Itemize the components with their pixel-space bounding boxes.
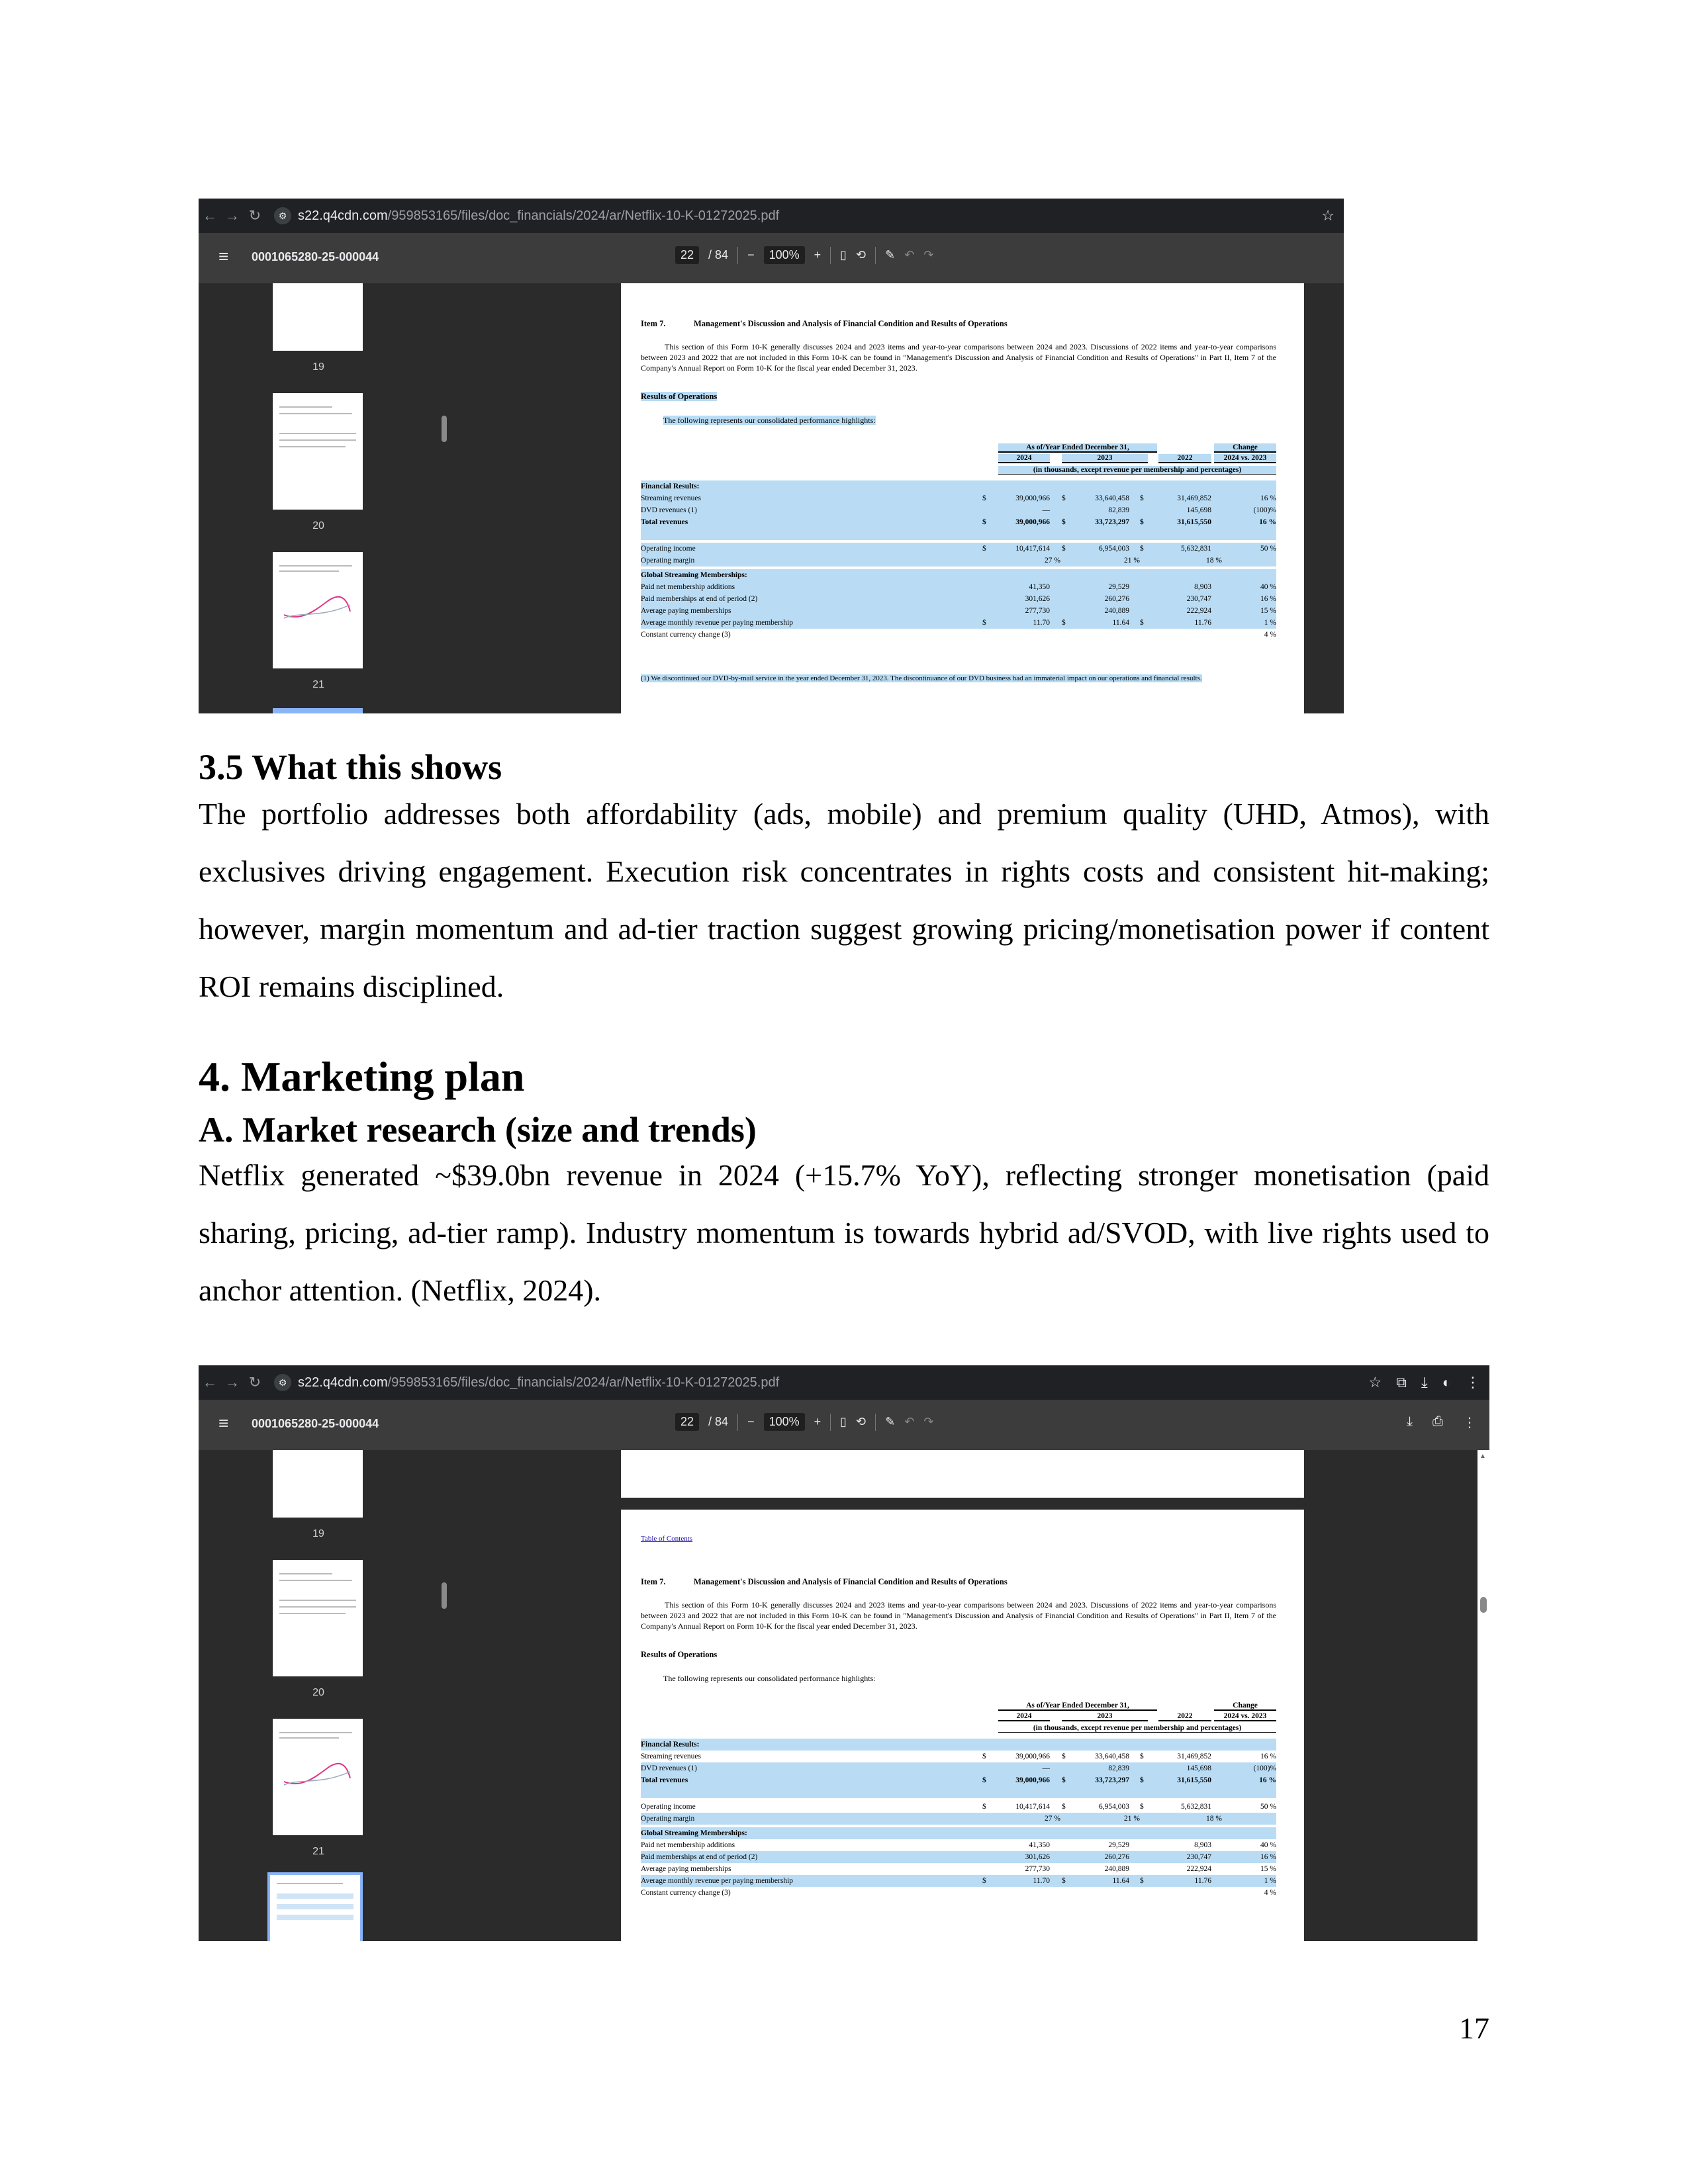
thumbnail-chart-icon xyxy=(281,1752,353,1792)
url-field[interactable] xyxy=(274,1374,779,1391)
thumbnail-label: 20 xyxy=(312,1687,324,1698)
thumbnail-sidebar xyxy=(199,1450,438,1941)
table-row: Global Streaming Memberships: xyxy=(641,569,1276,581)
intro-paragraph: This section of this Form 10-K generally discusses 2024 and 2023 items and year-to-year comparisons between 2024 and 2023. Discussions of 2022 items and year-to-year comparisons between 2023 and 2022 that are not included in this Form 10-K can be found in "Management's Discussion and Analysis of Financial Condition and Results of Operations" in Part II, Item 7 of the Company's Annual Report on Form 10-K for the fiscal year ended December 31, 2023. xyxy=(641,1600,1276,1631)
year-header: 2022 xyxy=(1158,1712,1211,1721)
site-info-icon[interactable]: ⚙ xyxy=(274,207,291,224)
section-heading: 3.5 What this shows xyxy=(199,747,502,787)
table-row: Financial Results: xyxy=(641,480,1276,492)
page-thumbnail-selected[interactable] xyxy=(267,1872,363,1941)
redo-icon[interactable]: ↷ xyxy=(923,1415,934,1428)
back-icon[interactable]: ← xyxy=(203,1374,217,1390)
site-info-icon[interactable]: ⚙ xyxy=(274,1374,291,1391)
browser-address-bar xyxy=(199,1365,1489,1400)
table-row: Operating income $ 10,417,614 $ 6,954,003 $ 5,632,831 50 % xyxy=(641,1803,1276,1811)
item-title: Item 7. Management's Discussion and Analysis of Financial Condition and Results of Operations xyxy=(641,1577,1008,1586)
table-row: Operating margin 27 % 21 % 18 % xyxy=(641,1813,1276,1825)
table-row xyxy=(641,1786,1276,1798)
table-row: Paid memberships at end of period (2) 301,626 260,276 230,747 16 % xyxy=(641,1851,1276,1863)
pdf-page xyxy=(621,283,1304,713)
reload-icon[interactable]: ↻ xyxy=(248,207,261,224)
thumbnail-chart-icon xyxy=(281,585,353,625)
bookmark-star-icon[interactable]: ☆ xyxy=(1321,207,1335,224)
page-thumbnail[interactable] xyxy=(273,1719,363,1835)
page-total: / 84 xyxy=(708,1415,729,1428)
sidebar-scrollbar[interactable] xyxy=(438,1450,450,1941)
scroll-thumb[interactable] xyxy=(442,416,447,442)
pdf-page-area xyxy=(450,1450,1477,1941)
divider xyxy=(830,247,831,264)
scroll-thumb[interactable] xyxy=(1480,1597,1487,1613)
results-intro: The following represents our consolidated performance highlights: xyxy=(663,1674,876,1683)
year-header: 2023 xyxy=(1062,1712,1148,1721)
page-thumbnail[interactable] xyxy=(273,1450,363,1518)
page-thumbnail[interactable] xyxy=(273,552,363,668)
results-heading: Results of Operations xyxy=(641,392,718,401)
pdf-page-area xyxy=(450,283,1344,713)
table-row: Financial Results: xyxy=(641,1739,1276,1751)
pdf-viewer-screenshot-2 xyxy=(199,1365,1489,1941)
divider xyxy=(737,247,738,264)
scroll-up-icon[interactable]: ▲ xyxy=(1479,1453,1486,1460)
url-path: /959853165/files/doc_financials/2024/ar/Netflix-10-K-01272025.pdf xyxy=(387,1375,780,1390)
zoom-input[interactable]: 100% xyxy=(764,246,805,264)
year-header: 2022 xyxy=(1158,454,1211,463)
results-heading: Results of Operations xyxy=(641,1650,718,1659)
page-number: 17 xyxy=(1459,2011,1489,2045)
zoom-out-icon[interactable]: − xyxy=(747,248,755,261)
draw-icon[interactable]: ✎ xyxy=(885,248,896,261)
table-row: Constant currency change (3) 4 % xyxy=(641,631,1276,639)
thumbnail-label: 20 xyxy=(312,520,324,531)
table-row: Paid net membership additions 41,350 29,529 8,903 40 % xyxy=(641,581,1276,593)
subsection-heading: A. Market research (size and trends) xyxy=(199,1110,757,1150)
bookmark-star-icon[interactable]: ☆ xyxy=(1368,1374,1382,1390)
table-row: Constant currency change (3) 4 % xyxy=(641,1889,1276,1897)
results-intro: The following represents our consolidated performance highlights: xyxy=(663,416,876,425)
divider xyxy=(737,1414,738,1431)
forward-icon[interactable]: → xyxy=(225,207,240,224)
page-scrollbar[interactable] xyxy=(1477,1450,1489,1941)
table-row: Average paying memberships 277,730 240,889 222,924 15 % xyxy=(641,1865,1276,1873)
units-note: (in thousands, except revenue per membership and percentages) xyxy=(998,466,1276,475)
table-row: Average monthly revenue per paying membership $ 11.70 $ 11.64 $ 11.76 1 % xyxy=(641,617,1276,629)
table-row: Paid net membership additions 41,350 29,529 8,903 40 % xyxy=(641,1841,1276,1849)
year-header: 2023 xyxy=(1062,454,1148,463)
change-header: 2024 vs. 2023 xyxy=(1214,1712,1276,1721)
thumbnail-label: 21 xyxy=(312,1846,324,1857)
year-header: 2024 xyxy=(998,454,1050,463)
page-thumbnail[interactable] xyxy=(273,283,363,351)
print-icon[interactable]: ⎙ xyxy=(1432,1414,1443,1429)
profile-avatar-icon[interactable]: ◐ xyxy=(1442,1374,1451,1390)
table-row xyxy=(641,528,1276,540)
divider xyxy=(830,1414,831,1431)
change-header: 2024 vs. 2023 xyxy=(1214,454,1276,463)
pdf-toolbar xyxy=(199,233,1344,283)
extensions-icon[interactable]: ⧉ xyxy=(1396,1374,1407,1390)
pdf-page-previous xyxy=(621,1450,1304,1498)
divider xyxy=(875,247,876,264)
zoom-in-icon[interactable]: + xyxy=(814,248,821,261)
reload-icon[interactable]: ↻ xyxy=(248,1374,261,1390)
table-header: Change xyxy=(1214,443,1276,453)
url-field[interactable] xyxy=(274,207,779,224)
table-row: Total revenues $ 39,000,966 $ 33,723,297 $ 31,615,550 16 % xyxy=(641,516,1276,528)
thumbnail-label: 19 xyxy=(312,361,324,373)
undo-icon[interactable]: ↶ xyxy=(904,248,915,261)
item-title: Item 7. Management's Discussion and Analysis of Financial Condition and Results of Operations xyxy=(641,319,1008,328)
menu-icon[interactable]: ≡ xyxy=(218,1413,229,1433)
url-host: s22.q4cdn.com xyxy=(298,208,388,223)
redo-icon[interactable]: ↷ xyxy=(923,248,934,261)
table-row: DVD revenues (1) — 82,839 145,698 (100)% xyxy=(641,504,1276,516)
more-options-icon[interactable]: ⋮ xyxy=(1463,1416,1476,1430)
page-thumbnail[interactable] xyxy=(273,393,363,510)
page-number-input[interactable]: 22 xyxy=(675,1413,699,1431)
year-header: 2024 xyxy=(998,1712,1050,1721)
table-row: Operating margin 27 % 21 % 18 % xyxy=(641,555,1276,567)
pdf-viewer-screenshot-1 xyxy=(199,199,1344,713)
table-row: Operating income $ 10,417,614 $ 6,954,003 $ 5,632,831 50 % xyxy=(641,543,1276,555)
zoom-input[interactable]: 100% xyxy=(764,1413,805,1431)
sidebar-scrollbar[interactable] xyxy=(438,283,450,713)
thumbnail-label: 21 xyxy=(312,679,324,690)
download-icon[interactable]: ⤓ xyxy=(1407,1414,1413,1429)
undo-icon[interactable]: ↶ xyxy=(904,1415,915,1428)
page-number-input[interactable]: 22 xyxy=(675,246,699,264)
thumbnail-sidebar xyxy=(199,283,438,713)
back-icon[interactable]: ← xyxy=(203,207,217,224)
table-row: Total revenues $ 39,000,966 $ 33,723,297 $ 31,615,550 16 % xyxy=(641,1774,1276,1786)
document-name: 0001065280-25-000044 xyxy=(252,1417,379,1430)
divider xyxy=(875,1414,876,1431)
table-row: Average monthly revenue per paying membership $ 11.70 $ 11.64 $ 11.76 1 % xyxy=(641,1875,1276,1887)
table-row: Streaming revenues $ 39,000,966 $ 33,640,458 $ 31,469,852 16 % xyxy=(641,492,1276,504)
section-heading: 4. Marketing plan xyxy=(199,1053,525,1100)
zoom-out-icon[interactable]: − xyxy=(747,1415,755,1428)
zoom-in-icon[interactable]: + xyxy=(814,1415,821,1428)
page-thumbnail[interactable] xyxy=(273,1560,363,1676)
rotate-icon[interactable]: ⟲ xyxy=(856,1415,867,1428)
menu-icon[interactable]: ≡ xyxy=(218,246,229,266)
table-row: DVD revenues (1) — 82,839 145,698 (100)% xyxy=(641,1762,1276,1774)
table-row: Global Streaming Memberships: xyxy=(641,1827,1276,1839)
table-of-contents-link[interactable]: Table of Contents xyxy=(641,1535,693,1543)
document-name: 0001065280-25-000044 xyxy=(252,250,379,263)
browser-address-bar xyxy=(199,199,1344,233)
pdf-page xyxy=(621,1510,1304,1941)
url-host: s22.q4cdn.com xyxy=(298,1375,388,1390)
section-body: Netflix generated ~$39.0bn revenue in 2024 (+15.7% YoY), reflecting stronger monetisation (paid sharing, pricing, ad-tier ramp). Industry momentum is towards hybrid ad/SVOD, with live rights used to anchor attention. (Netflix, 2024). xyxy=(199,1158,1489,1307)
thumbnail-label: 19 xyxy=(312,1528,324,1539)
url-path: /959853165/files/doc_financials/2024/ar/Netflix-10-K-01272025.pdf xyxy=(387,208,780,223)
table-header: As of/Year Ended December 31, xyxy=(998,1702,1157,1711)
table-row: Average paying memberships 277,730 240,889 222,924 15 % xyxy=(641,605,1276,617)
intro-paragraph: This section of this Form 10-K generally discusses 2024 and 2023 items and year-to-year comparisons between 2024 and 2023. Discussions of 2022 items and year-to-year comparisons between 2023 and 2022 that are not included in this Form 10-K can be found in "Management's Discussion and Analysis of Financial Condition and Results of Operations" in Part II, Item 7 of the Company's Annual Report on Form 10-K for the fiscal year ended December 31, 2023. xyxy=(641,342,1276,373)
table-header: As of/Year Ended December 31, xyxy=(998,443,1157,453)
fit-page-icon[interactable]: ▯ xyxy=(840,248,847,261)
rotate-icon[interactable]: ⟲ xyxy=(856,248,867,261)
units-note: (in thousands, except revenue per membership and percentages) xyxy=(998,1724,1276,1733)
table-header: Change xyxy=(1214,1702,1276,1711)
forward-icon[interactable]: → xyxy=(225,1374,240,1390)
fit-page-icon[interactable]: ▯ xyxy=(840,1415,847,1428)
draw-icon[interactable]: ✎ xyxy=(885,1415,896,1428)
download-icon[interactable]: ⤓ xyxy=(1421,1374,1428,1390)
pdf-toolbar xyxy=(199,1400,1489,1450)
table-row: Paid memberships at end of period (2) 301,626 260,276 230,747 16 % xyxy=(641,593,1276,605)
page-total: / 84 xyxy=(708,248,729,261)
browser-menu-icon[interactable]: ⋮ xyxy=(1466,1374,1480,1390)
page-thumbnail-selected[interactable] xyxy=(273,708,363,713)
section-body: The portfolio addresses both affordability (ads, mobile) and premium quality (UHD, Atmos), with exclusives driving engagement. Execution risk concentrates in rights costs and consistent hit-making; however, margin momentum and ad-tier traction suggest growing pricing/monetisation power if content ROI remains disciplined. xyxy=(199,797,1489,1003)
scroll-thumb[interactable] xyxy=(442,1582,447,1609)
table-row: Streaming revenues $ 39,000,966 $ 33,640,458 $ 31,469,852 16 % xyxy=(641,1752,1276,1760)
footnote: (1) We discontinued our DVD-by-mail service in the year ended December 31, 2023. The discontinuance of our DVD business had an immaterial impact on our operations and financial results. xyxy=(641,674,1202,682)
